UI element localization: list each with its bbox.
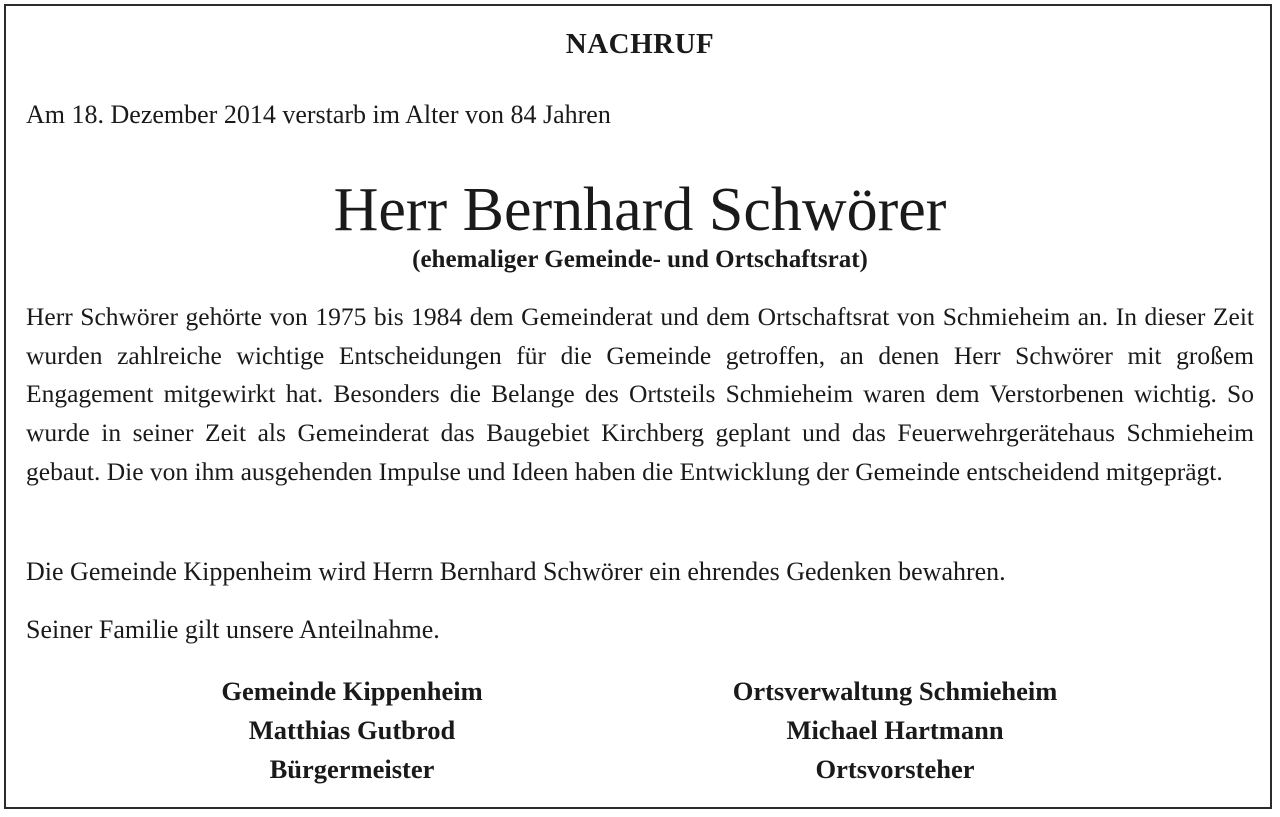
condolence-paragraph: Seiner Familie gilt unsere Anteilnahme.	[26, 615, 440, 644]
obituary-body: Herr Schwörer gehörte von 1975 bis 1984 dem Gemeinderat und dem Ortschaftsrat von Schmieheim an. In dieser Zeit wurden zahlreiche wichtige Entscheidungen für die Gemeinde getroffen, an denen Herr Schwörer mit großem Engagement mitgewirkt hat. Besonders die Belange des Ortsteils Schmieheim waren dem Verstorbenen wichtig. So wurde in seiner Zeit als Gemeinderat das Baugebiet Kirchberg geplant und das Feuerwehrgerätehaus Schmieheim gebaut. Die von ihm ausgehenden Impulse und Ideen haben die Entwicklung der Gemeinde entscheidend mitgeprägt.	[26, 302, 1254, 486]
signature-organization: Gemeinde Kippenheim	[221, 676, 483, 706]
deceased-role: (ehemaliger Gemeinde- und Ortschaftsrat)	[412, 246, 868, 273]
signature-title: Ortsvorsteher	[815, 754, 975, 784]
notice-heading: NACHRUF	[565, 28, 715, 60]
signature-organization: Ortsverwaltung Schmieheim	[732, 676, 1058, 706]
deceased-name: Herr Bernhard Schwörer	[333, 176, 947, 244]
signature-block-municipality	[152, 672, 552, 789]
signature-title: Bürgermeister	[269, 754, 435, 784]
signature-person: Michael Hartmann	[786, 715, 1004, 745]
remembrance-paragraph: Die Gemeinde Kippenheim wird Herrn Bernhard Schwörer ein ehrendes Gedenken bewahren.	[26, 557, 1006, 586]
intro-line: Am 18. Dezember 2014 verstarb im Alter von 84 Jahren	[26, 100, 611, 129]
signature-block-local-administration	[690, 672, 1100, 789]
signature-person: Matthias Gutbrod	[248, 715, 456, 745]
